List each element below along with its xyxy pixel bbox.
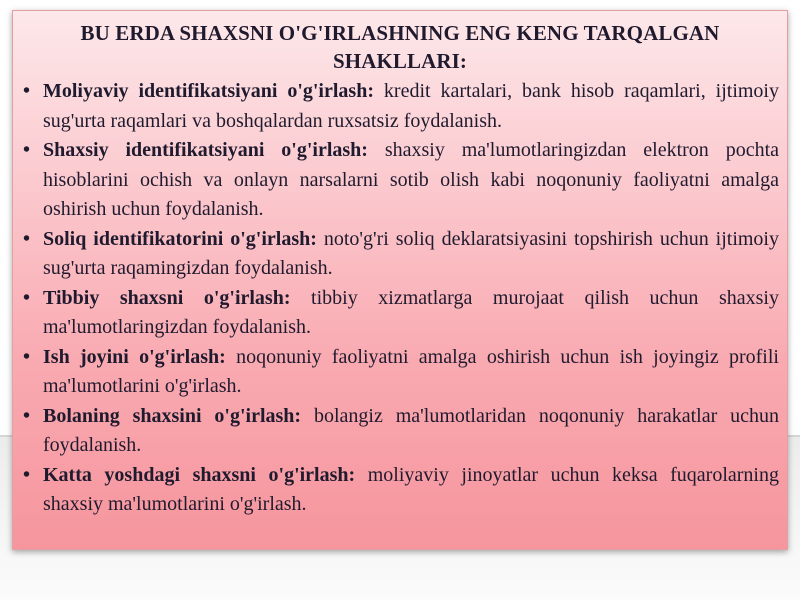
item-term: Bolaning shaxsini o'g'irlash: (43, 404, 302, 427)
slide-title: BU ERDA SHAXSNI O'G'IRLASHNING ENG KENG TARQALGAN SHAKLLARI: (80, 21, 720, 73)
bullet-icon: • (23, 404, 31, 427)
bullet-icon: • (23, 345, 31, 368)
list-item (21, 284, 779, 343)
item-text: tibbiy xizmatlarga murojaat qilish uchun shaxsiy ma'lumotlaringizdan foydalanish. (43, 286, 779, 338)
list-item (21, 402, 779, 461)
item-term: Katta yoshdagi shaxsni o'g'irlash: (43, 463, 356, 486)
list-item (21, 136, 779, 225)
bullet-icon: • (23, 463, 31, 486)
item-term: Shaxsiy identifikatsiyani o'g'irlash: (43, 139, 368, 161)
bullet-icon: • (23, 139, 31, 161)
bullet-list (21, 77, 779, 520)
item-text: noto'g'ri soliq deklaratsiyasini topshirish uchun ijtimoiy sug'urta raqamingizdan foydalanish. (43, 227, 779, 279)
content-card (12, 10, 788, 550)
item-text: moliyaviy jinoyatlar uchun keksa fuqarolarning shaxsiy ma'lumotlarini o'g'irlash. (43, 463, 779, 515)
list-item (21, 225, 779, 284)
item-term: Ish joyini o'g'irlash: (43, 345, 226, 368)
item-text: shaxsiy ma'lumotlaringizdan elektron pochta hisoblarini ochish va onlayn narsalarni sotib olish kabi noqonuniy faoliyatni amalga oshirish uchun foydalanish. (43, 139, 780, 220)
list-item (21, 461, 779, 520)
item-text: bolangiz ma'lumotlaridan noqonuniy harakatlar uchun foydalanish. (43, 404, 779, 456)
item-text: kredit kartalari, bank hisob raqamlari, ijtimoiy sug'urta raqamlari va boshqalardan ruxsatsiz foydalanish. (43, 80, 779, 132)
item-term: Soliq identifikatorini o'g'irlash: (43, 227, 317, 250)
bullet-icon: • (23, 80, 31, 102)
item-text: noqonuniy faoliyatni amalga oshirish uchun ish joyingiz profili ma'lumotlarini o'g'irlash. (43, 345, 779, 397)
list-item (21, 343, 779, 402)
item-term: Moliyaviy identifikatsiyani o'g'irlash: (43, 80, 374, 102)
list-item (21, 77, 779, 136)
item-term: Tibbiy shaxsni o'g'irlash: (43, 286, 291, 309)
bullet-icon: • (23, 286, 31, 309)
bullet-icon: • (23, 227, 31, 250)
